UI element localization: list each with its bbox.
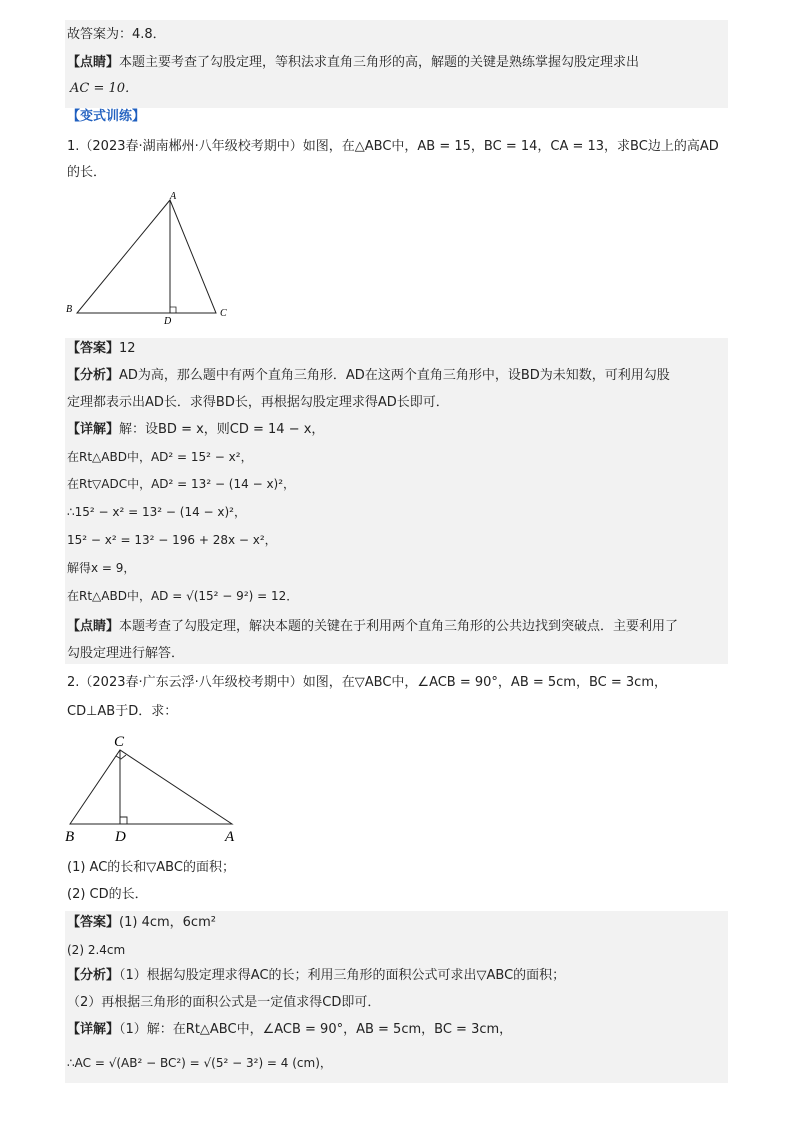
q2-right-angle-mark-d (120, 817, 127, 824)
q1-label-c: C (220, 308, 227, 319)
q2-sub-question-2: (2) CD的长． (67, 887, 148, 902)
variant-title: 【变式训练】 (67, 109, 146, 124)
q1-answer-line (67, 340, 136, 358)
q1-xiangjie-line (67, 421, 324, 439)
q2-fenxi-tag: 【分析】 (67, 968, 120, 983)
q1-dianjing-line1 (67, 618, 678, 636)
q1-fenxi-tag: 【分析】 (67, 368, 120, 383)
q1-step-3: ∴15² − x² = 13² − (14 − x)²， (67, 505, 246, 519)
dianjing-line (67, 54, 639, 72)
dianjing-tag: 【点睛】 (67, 55, 120, 70)
q1-stem-line1: 1.（2023春·湖南郴州·八年级校考期中）如图，在△ABC中，AB = 15，BC = 14，CA = 13，求BC边上的高AD (67, 139, 719, 154)
q2-fenxi-line1 (67, 967, 565, 985)
q1-fenxi-line1 (67, 367, 670, 385)
q2-stem-line2: CD⊥AB于D．求： (67, 704, 178, 719)
q1-triangle-abc (77, 200, 216, 313)
q1-xiangjie-tag: 【详解】 (67, 422, 120, 437)
q1-fenxi-line2: 定理都表示出AD长．求得BD长，再根据勾股定理求得AD长即可． (67, 395, 449, 410)
q1-dianjing-line2: 勾股定理进行解答． (67, 646, 185, 661)
q2-xiangjie-1: （1）解：在Rt△ABC中，∠ACB = 90°，AB = 5cm，BC = 3cm， (119, 1022, 513, 1037)
q2-xiangjie-tag: 【详解】 (67, 1022, 120, 1037)
answer-line: 故答案为：4.8． (67, 27, 166, 42)
q1-fenxi-1: AD为高，那么题中有两个直角三角形．AD在这两个直角三角形中，设BD为未知数，可利用勾股 (119, 368, 670, 383)
q1-triangle-figure (60, 188, 240, 328)
q2-answer-line2: (2) 2.4cm (67, 943, 126, 957)
q2-answer-1: (1) 4cm，6cm² (119, 915, 216, 930)
q1-label-b: B (66, 304, 73, 315)
q2-answer-line1 (67, 914, 216, 932)
q1-dianjing-tag: 【点睛】 (67, 619, 120, 634)
q1-label-a: A (170, 191, 177, 202)
q2-xiangjie-line2: ∴AC = √(AB² − BC²) = √(5² − 3²) = 4 (cm)， (67, 1056, 332, 1070)
q2-xiangjie-line1 (67, 1021, 512, 1039)
dianjing-text: 本题主要考查了勾股定理，等积法求直角三角形的高，解题的关键是熟练掌握勾股定理求出 (119, 55, 640, 70)
q1-step-6: 在Rt△ABD中，AD = √(15² − 9²) = 12． (67, 589, 299, 603)
q1-step-5: 解得x = 9， (67, 561, 136, 575)
q2-right-angle-mark-c (116, 755, 126, 759)
q2-triangle-abc (70, 750, 232, 824)
dianjing-text-2: AC = 10． (70, 81, 139, 96)
q2-label-d: D (115, 829, 126, 845)
q1-dianjing-1: 本题考查了勾股定理，解决本题的关键在于利用两个直角三角形的公共边找到突破点．主要利用了 (119, 619, 679, 634)
q2-answer-tag: 【答案】 (67, 915, 120, 930)
q2-label-b: B (65, 829, 75, 845)
q1-step-2: 在Rt▽ADC中，AD² = 13² − (14 − x)²， (67, 477, 296, 491)
q2-fenxi-1: （1）根据勾股定理求得AC的长；利用三角形的面积公式可求出▽ABC的面积； (119, 968, 566, 983)
q2-label-c: C (114, 734, 125, 750)
q2-stem-line1: 2.（2023春·广东云浮·八年级校考期中）如图，在▽ABC中，∠ACB = 90°，AB = 5cm，BC = 3cm， (67, 675, 667, 690)
q1-stem-line2: 的长． (67, 165, 107, 180)
q2-sub-question-1: (1) AC的长和▽ABC的面积； (67, 860, 235, 875)
q2-fenxi-line2: （2）再根据三角形的面积公式是一定值求得CD即可． (67, 995, 381, 1010)
q1-answer: 12 (119, 341, 136, 356)
q1-answer-tag: 【答案】 (67, 341, 120, 356)
q1-step-4: 15² − x² = 13² − 196 + 28x − x²， (67, 533, 277, 547)
q1-step-1: 在Rt△ABD中，AD² = 15² − x²， (67, 450, 253, 464)
q2-label-a: A (225, 829, 235, 845)
q1-right-angle-mark (170, 307, 176, 313)
q1-xiangjie-1: 解：设BD = x，则CD = 14 − x， (119, 422, 325, 437)
solution-band-q1 (65, 338, 728, 664)
q1-label-d: D (164, 316, 172, 327)
q2-triangle-figure (60, 728, 250, 846)
